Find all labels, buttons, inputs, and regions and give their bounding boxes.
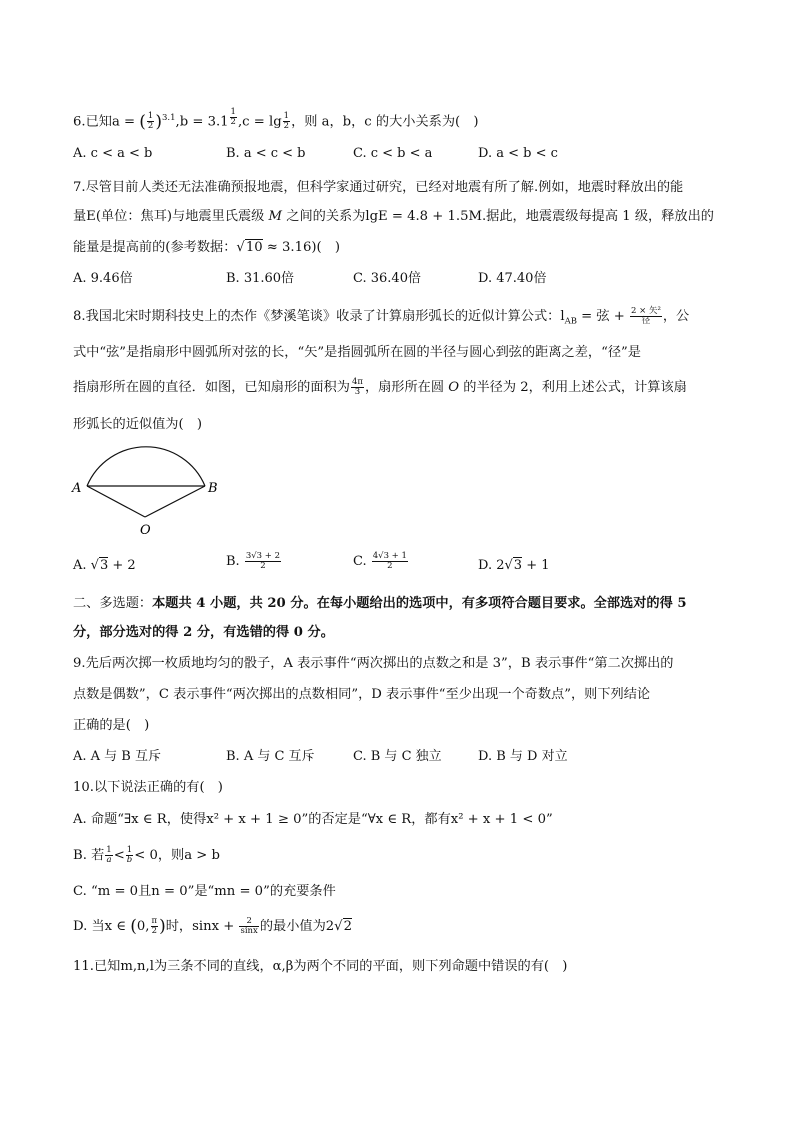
q10-d-two: 2 — [151, 926, 157, 936]
q7-line-2 — [73, 208, 714, 226]
q8-l-symbol: l — [560, 309, 565, 324]
section-2-line-1 — [73, 595, 687, 613]
q8-line3-b: ，扇形所在圆 — [364, 380, 449, 395]
q10-b-suffix: < 0，则a > b — [134, 848, 220, 863]
q8-option-a[interactable]: A. √3 + 2 — [73, 558, 136, 573]
radius-ob — [145, 486, 205, 517]
q6-option-a[interactable]: A. c < a < b — [73, 146, 153, 161]
q10-option-d[interactable]: D. 当x ∈ (0, $\frac{\pi}{2}$ )时，sinx + $\frac{2}{\sin x}$ 的最小值为2√2 — [73, 916, 352, 937]
q8-arc-ab: AB — [564, 316, 577, 327]
sector-arc — [87, 447, 205, 486]
q6-option-c[interactable]: C. c < b < a — [353, 146, 433, 161]
q10-d-suffix: 的最小值为2 — [259, 919, 335, 934]
q9-line-2: 点数是偶数”，C 表示事件“两次掷出的点数相同”，D 表示事件“至少出现一个奇数点”，则下列结论 — [73, 687, 651, 702]
q9-line-3: 正确的是( ) — [73, 718, 150, 733]
q10-option-a[interactable]: A. 命题“∃x ∈ R，使得x² + x + 1 ≥ 0”的否定是“∀x ∈ R，都有x² + x + 1 < 0” — [73, 812, 553, 827]
section-2-line-2: 分，部分选对的得 2 分，有选错的得 0 分。 — [73, 625, 334, 640]
q10-d-prefix: D. 当x ∈ — [73, 919, 131, 934]
q10-d-sqrt: 2 — [343, 919, 352, 934]
q8-line-3 — [73, 378, 687, 397]
q8-opt-a-suffix: + 2 — [108, 558, 136, 573]
q8-opt-c-num: 4√3 + 1 — [372, 551, 407, 561]
q10-stem: 10.以下说法正确的有( ) — [73, 780, 223, 795]
radius-oa — [87, 486, 145, 517]
q8-formula-denominator: 径 — [641, 316, 651, 326]
point-b-label: B — [208, 481, 218, 496]
q10-d-frac-num: 2 — [239, 917, 258, 927]
q8-line1-b: ，公 — [662, 309, 690, 324]
q7-line2-a: 量E(单位：焦耳)与地震里氏震级 — [73, 209, 269, 224]
q8-option-d[interactable]: D. 2√3 + 1 — [478, 558, 550, 573]
q6-text-c: ,c = lg — [237, 114, 282, 130]
q8-line-2: 式中“弦”是指扇形中圆弧所对弦的长，“矢”是指圆弧所在圆的半径与圆心到弦的距离之差，“径”是 — [73, 345, 641, 360]
q10-d-frac-den: sinx — [240, 926, 258, 936]
q10-option-b[interactable] — [73, 846, 220, 865]
point-o-label: O — [140, 523, 151, 538]
q7-sqrt-10: 10 — [245, 240, 263, 255]
q10-b-lt: < — [113, 848, 125, 863]
q11-stem: 11.已知m,n,l为三条不同的直线，α,β为两个不同的平面，则下列命题中错误的有( ) — [73, 959, 568, 974]
q7-option-d[interactable]: D. 47.40倍 — [478, 271, 547, 286]
q9-option-b[interactable]: B. A 与 C 互斥 — [226, 749, 315, 764]
q7-option-a[interactable]: A. 9.46倍 — [73, 271, 133, 286]
q10-d-pi: π — [151, 916, 158, 926]
q7-var-m: M — [268, 209, 283, 224]
q9-option-d[interactable]: D. B 与 D 对立 — [478, 749, 568, 764]
q8-line3-c: 的半径为 2，利用上述公式，计算该扇 — [459, 380, 687, 395]
q8-opt-d-suffix: + 1 — [522, 558, 550, 573]
q9-option-c[interactable]: C. B 与 C 独立 — [353, 749, 442, 764]
q6-option-b[interactable]: B. a < c < b — [226, 146, 306, 161]
q10-d-interval-start: 0, — [136, 919, 150, 934]
q7-line2-c: 之间的关系为lgE = 4.8 + 1.5M.据此，地震震级每提高 1 级，释放出的 — [282, 209, 714, 224]
section-2-title: 二、多选题： — [73, 596, 153, 611]
q8-opt-b-num: 3√3 + 2 — [245, 551, 280, 561]
q10-b-frac1-den: a — [106, 855, 112, 865]
q8-opt-a-sqrt: 3 — [99, 558, 109, 573]
q6-option-d[interactable]: D. a < b < c — [478, 146, 558, 161]
q8-opt-d-prefix: D. 2 — [478, 558, 505, 573]
q7-line3-c: ≈ 3.16)( ) — [262, 240, 341, 255]
q6-text-a: 6.已知a = — [73, 114, 140, 130]
q7-option-c[interactable]: C. 36.40倍 — [353, 271, 421, 286]
q9-line-1: 9.先后两次掷一枚质地均匀的骰子，A 表示事件“两次掷出的点数之和是 3”，B 表示事件“第二次掷出的 — [73, 656, 674, 671]
q8-area-numerator: 4π — [351, 377, 363, 387]
q8-formula-mid: = 弦 + — [576, 309, 630, 324]
q7-line3-a: 能量是提高前的(参考数据： — [73, 240, 237, 255]
q10-option-c[interactable]: C. “m = 0且n = 0”是“mn = 0”的充要条件 — [73, 884, 336, 899]
q8-opt-a-prefix: A. — [73, 558, 91, 573]
q7-line-3: 能量是提高前的(参考数据：√10 ≈ 3.16)( ) — [73, 240, 341, 255]
q8-area-denominator: 3 — [354, 387, 361, 397]
q9-option-a[interactable]: A. A 与 B 互斥 — [73, 749, 161, 764]
q8-opt-b-den: 2 — [260, 561, 266, 571]
q7-option-b[interactable]: B. 31.60倍 — [226, 271, 295, 286]
q8-var-o: O — [448, 380, 460, 395]
q8-line-4: 形弧长的近似值为( ) — [73, 417, 202, 432]
q8-opt-c-prefix: C. — [353, 554, 371, 569]
q8-line3-a: 指扇形所在圆的直径．如图，已知扇形的面积为 — [73, 380, 350, 395]
question-6-stem: 6.已知a = ( $\frac{1}{2}$ )$^{3.1}$,b = 3.1 $^{\frac{1}{2}}$ ,c = lg $\frac{1}{2}$ ，则 a，b，c 的大小关系为( ) — [73, 107, 479, 132]
q10-b-frac2-den: b — [126, 855, 133, 865]
q10-b-frac2-num: 1 — [126, 845, 133, 855]
q10-b-prefix: B. 若 — [73, 848, 105, 863]
q8-opt-d-sqrt: 3 — [513, 558, 523, 573]
q8-option-c[interactable] — [353, 552, 409, 571]
sector-figure — [66, 445, 226, 540]
q10-d-mid: 时，sinx + — [165, 919, 239, 934]
q8-line-1 — [73, 307, 689, 331]
q8-option-b[interactable] — [226, 552, 282, 571]
section-2-instructions: 本题共 4 小题，共 20 分。在每小题给出的选项中，有多项符合题目要求。全部选对的得 5 — [152, 596, 687, 611]
q7-line-1: 7.尽管目前人类还无法准确预报地震，但科学家通过研究，已经对地震有所了解.例如，地震时释放出的能 — [73, 180, 684, 195]
q8-opt-b-prefix: B. — [226, 554, 244, 569]
point-a-label: A — [72, 481, 82, 496]
q8-formula-numerator: 2 × 矢² — [631, 306, 661, 316]
q10-b-frac1-num: 1 — [106, 845, 112, 855]
q6-text-d: ，则 a，b，c 的大小关系为( ) — [291, 114, 479, 130]
q8-line1-a: 8.我国北宋时期科技史上的杰作《梦溪笔谈》收录了计算扇形弧长的近似计算公式： — [73, 309, 561, 324]
q8-opt-c-den: 2 — [387, 561, 393, 571]
q6-text-b: ,b = 3.1 — [175, 114, 229, 130]
